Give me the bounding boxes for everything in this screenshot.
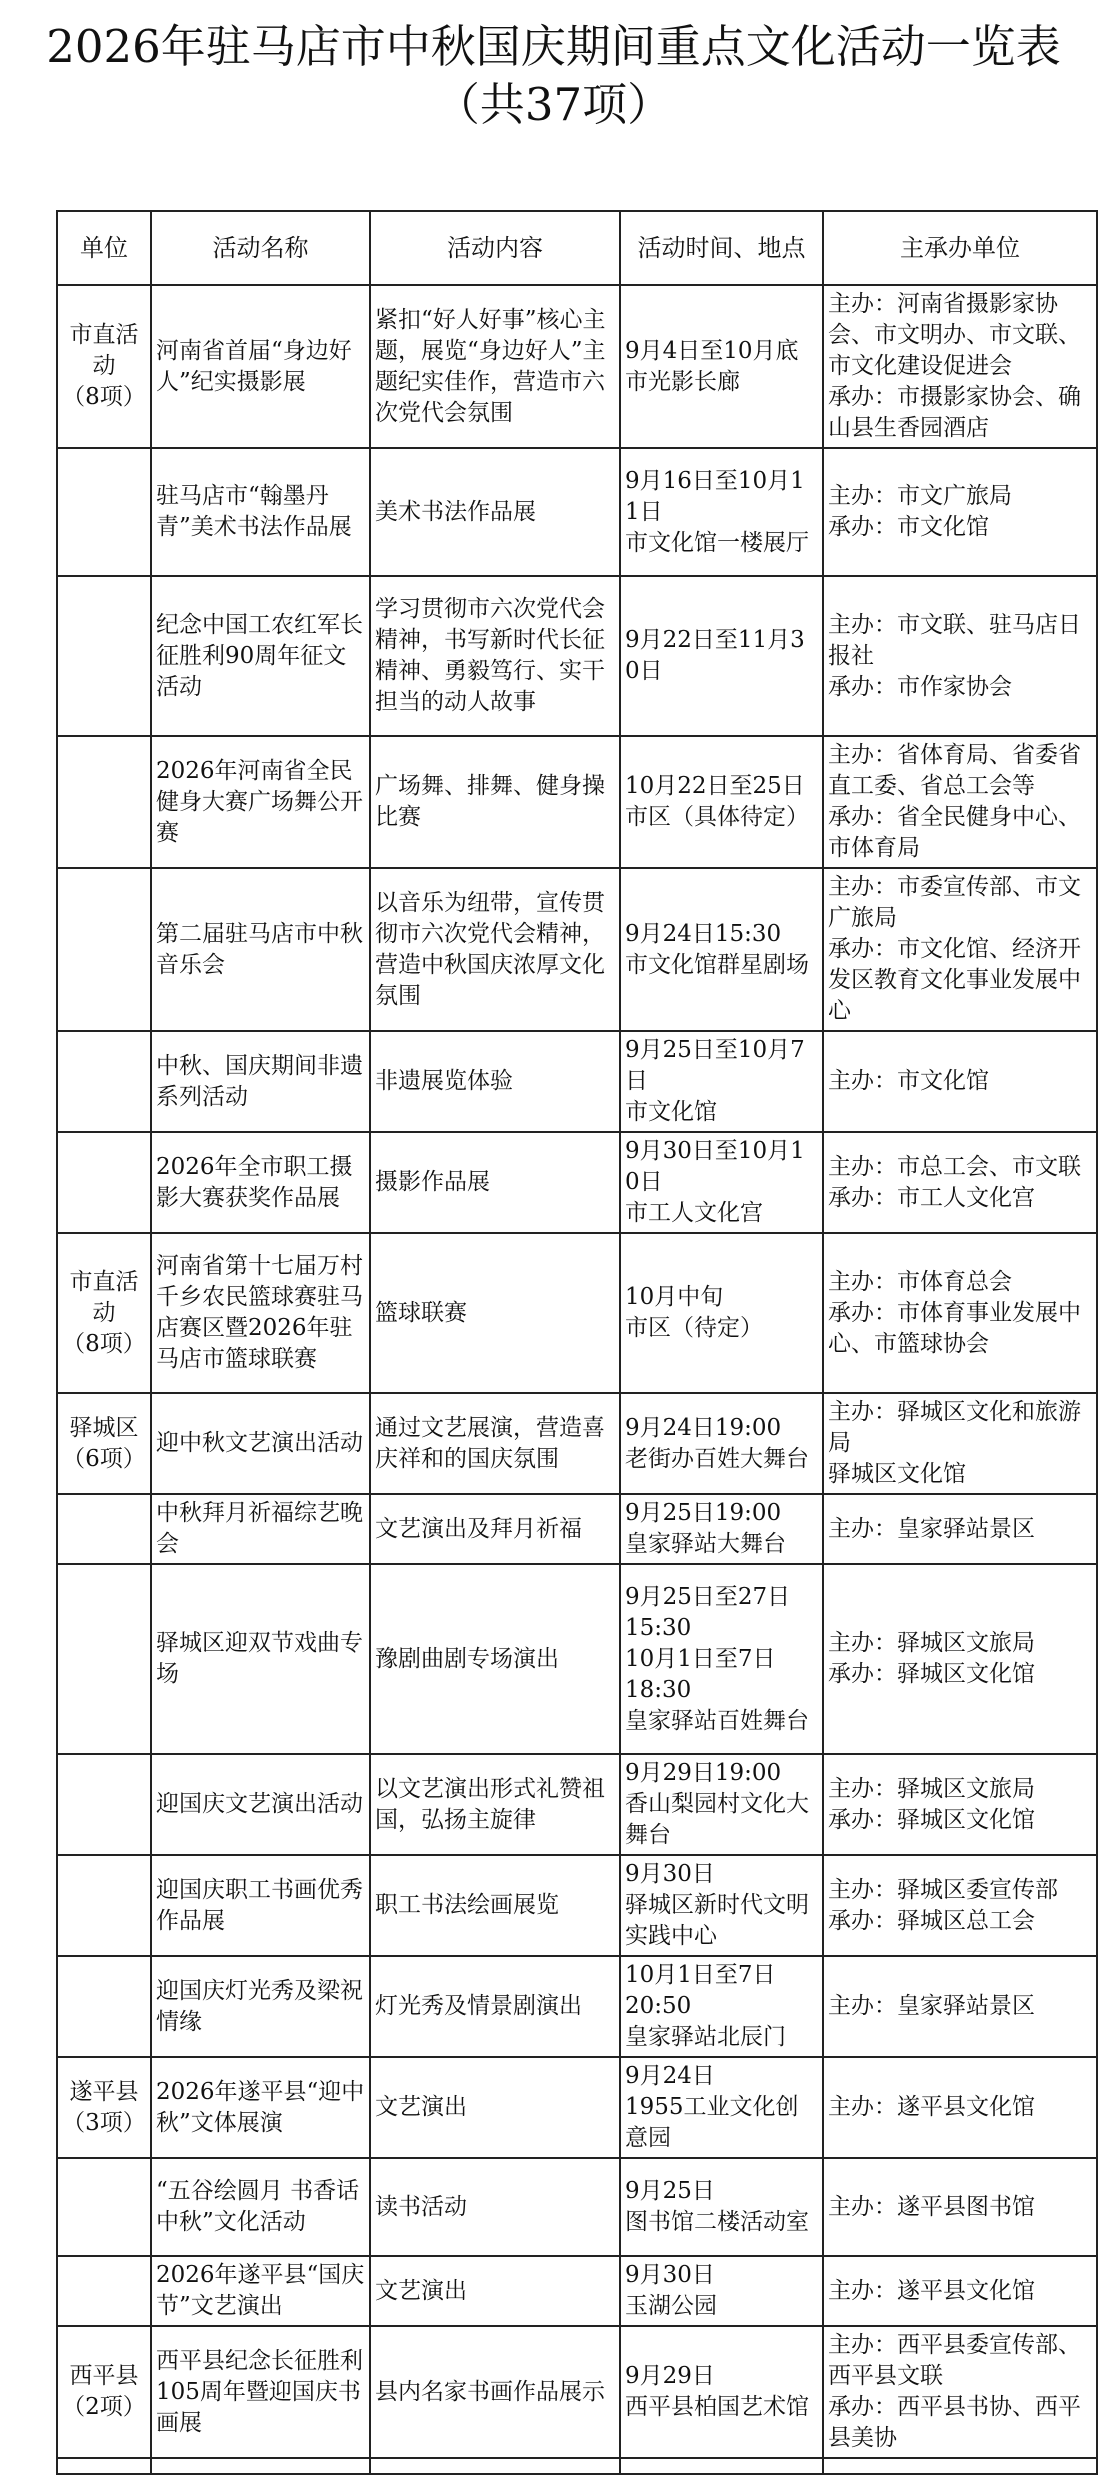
organizer-cell — [823, 736, 1097, 868]
organizer-cell — [823, 1233, 1097, 1393]
time-place-line: 10月1日至7日 — [625, 1645, 776, 1672]
organizer-line: 承办：省全民健身中心、市体育局 — [828, 804, 1081, 861]
organizer-line: 承办：市体育事业发展中心、市篮球协会 — [828, 1299, 1081, 1357]
table-row — [57, 2256, 1097, 2326]
activity-name-cell: 迎国庆职工书画优秀作品展 — [151, 1855, 370, 1956]
page-title — [0, 18, 1107, 134]
table-row — [57, 2057, 1097, 2158]
time-place-cell — [620, 736, 823, 868]
header-time-place: 活动时间、地点 — [620, 211, 823, 285]
unit-cell — [57, 2158, 151, 2256]
organizer-cell — [823, 1855, 1097, 1956]
time-place-cell — [620, 2326, 823, 2458]
organizer-line: 主办：市文广旅局 — [828, 483, 1012, 509]
unit-cell — [57, 2326, 151, 2458]
time-place-cell — [620, 1564, 823, 1754]
unit-label: （3项） — [62, 2109, 146, 2136]
time-place-line: 皇家驿站大舞台 — [625, 1531, 786, 1557]
time-place-line: 9月30日 — [625, 2262, 715, 2288]
organizer-cell — [823, 2158, 1097, 2256]
organizer-cell — [823, 2256, 1097, 2326]
unit-cell — [57, 448, 151, 576]
unit-label: 动 — [92, 353, 116, 379]
organizer-cell — [823, 1393, 1097, 1494]
time-place-line: 老街办百姓大舞台 — [625, 1445, 809, 1472]
unit-cell — [57, 1855, 151, 1956]
unit-cell — [57, 285, 151, 448]
time-place-cell — [620, 1132, 823, 1233]
table-row — [57, 285, 1097, 448]
organizer-line: 主办：市总工会、市文联 — [828, 1153, 1081, 1180]
time-place-line: 10月22日至25日 — [625, 773, 805, 799]
activity-name-cell: 河南省第十七届万村千乡农民篮球赛驻马店赛区暨2026年驻马店市篮球联赛 — [151, 1233, 370, 1393]
time-place-line: 香山梨园村文化大舞台 — [625, 1791, 809, 1848]
organizer-cell — [823, 1956, 1097, 2057]
activity-name-cell: 2026年遂平县“国庆节”文艺演出 — [151, 2256, 370, 2326]
partial-cell — [823, 2458, 1097, 2474]
table-row — [57, 1233, 1097, 1393]
organizer-cell — [823, 1564, 1097, 1754]
organizer-cell — [823, 2057, 1097, 2158]
organizer-line: 主办：遂平县文化馆 — [828, 2094, 1035, 2120]
unit-cell — [57, 868, 151, 1031]
unit-label: （2项） — [62, 2394, 146, 2420]
time-place-line: 皇家驿站北辰门 — [625, 2024, 786, 2050]
organizer-line: 主办：驿城区文旅局 — [828, 1630, 1035, 1656]
organizer-line: 主办：省体育局、省委省直工委、省总工会等 — [828, 742, 1081, 799]
activity-name-cell: 西平县纪念长征胜利105周年暨迎国庆书画展 — [151, 2326, 370, 2458]
time-place-cell — [620, 1855, 823, 1956]
organizer-cell — [823, 448, 1097, 576]
table-row — [57, 1855, 1097, 1956]
partial-cell — [620, 2458, 823, 2474]
organizer-line: 主办：遂平县图书馆 — [828, 2193, 1035, 2220]
organizer-line: 承办：市摄影家协会、确山县生香园酒店 — [828, 384, 1081, 441]
activity-name-cell: 纪念中国工农红军长征胜利90周年征文活动 — [151, 576, 370, 736]
time-place-line: 9月30日至10月10日 — [625, 1138, 805, 1195]
time-place-line: 西平县柏国艺术馆 — [625, 2394, 809, 2420]
partial-cell — [57, 2458, 151, 2474]
activity-content-cell: 读书活动 — [370, 2158, 620, 2256]
activity-content-cell: 文艺演出及拜月祈福 — [370, 1494, 620, 1564]
activity-content-cell: 文艺演出 — [370, 2256, 620, 2326]
activity-name-cell: 驿城区迎双节戏曲专场 — [151, 1564, 370, 1754]
time-place-line: 9月24日 — [625, 2063, 715, 2089]
partial-table-row — [57, 2458, 1097, 2474]
time-place-line: 9月29日19:00 — [625, 1760, 782, 1786]
time-place-line: 15:30 — [625, 1614, 692, 1641]
table-row — [57, 736, 1097, 868]
table-row — [57, 448, 1097, 576]
organizer-line: 承办：西平县书协、西平县美协 — [828, 2394, 1081, 2451]
activity-name-cell: 2026年遂平县“迎中秋”文体展演 — [151, 2057, 370, 2158]
organizer-line: 承办：市作家协会 — [828, 673, 1012, 700]
header-activity-name: 活动名称 — [151, 211, 370, 285]
organizer-line: 主办：驿城区委宣传部 — [828, 1876, 1058, 1903]
organizer-line: 承办：驿城区文化馆 — [828, 1661, 1035, 1687]
table-row — [57, 1132, 1097, 1233]
organizer-line: 主办：驿城区文旅局 — [828, 1775, 1035, 1802]
time-place-line: 9月16日至10月11日 — [625, 467, 805, 525]
time-place-line: 9月22日至11月30日 — [625, 627, 805, 684]
organizer-line: 主办：市体育总会 — [828, 1268, 1012, 1295]
time-place-line: 9月25日19:00 — [625, 1500, 782, 1526]
activity-content-cell: 学习贯彻市六次党代会精神，书写新时代长征精神、勇毅笃行、实干担当的动人故事 — [370, 576, 620, 736]
time-place-line: 市工人文化宫 — [625, 1200, 763, 1226]
activity-content-cell: 县内名家书画作品展示 — [370, 2326, 620, 2458]
organizer-cell — [823, 285, 1097, 448]
time-place-line: 9月25日至10月7日 — [625, 1037, 805, 1094]
time-place-cell — [620, 1754, 823, 1855]
activity-content-cell: 文艺演出 — [370, 2057, 620, 2158]
unit-cell — [57, 1564, 151, 1754]
time-place-line: 9月25日 — [625, 2178, 715, 2204]
unit-cell — [57, 2057, 151, 2158]
partial-cell — [151, 2458, 370, 2474]
activity-name-cell: 驻马店市“翰墨丹青”美术书法作品展 — [151, 448, 370, 576]
time-place-cell — [620, 1031, 823, 1132]
time-place-line: 市光影长廊 — [625, 368, 740, 395]
time-place-line: 驿城区新时代文明实践中心 — [625, 1892, 809, 1949]
time-place-cell — [620, 2057, 823, 2158]
table-row — [57, 2158, 1097, 2256]
organizer-line: 驿城区文化馆 — [828, 1461, 966, 1487]
organizer-line: 主办：河南省摄影家协会、市文明办、市文联、市文化建设促进会 — [828, 291, 1081, 379]
time-place-cell — [620, 576, 823, 736]
activity-content-cell: 非遗展览体验 — [370, 1031, 620, 1132]
unit-label: 市直活 — [69, 322, 139, 348]
time-place-line: 皇家驿站百姓舞台 — [625, 1707, 809, 1734]
time-place-line: 9月29日 — [625, 2363, 715, 2389]
unit-cell — [57, 576, 151, 736]
header-unit: 单位 — [57, 211, 151, 285]
organizer-cell — [823, 576, 1097, 736]
time-place-line: 9月24日19:00 — [625, 1414, 782, 1441]
activity-name-cell: 第二届驻马店市中秋音乐会 — [151, 868, 370, 1031]
activity-content-cell: 通过文艺展演，营造喜庆祥和的国庆氛围 — [370, 1393, 620, 1494]
time-place-line: 市文化馆群星剧场 — [625, 951, 809, 978]
unit-cell — [57, 1754, 151, 1855]
unit-cell — [57, 736, 151, 868]
time-place-cell — [620, 1233, 823, 1393]
time-place-line: 市区（待定） — [625, 1315, 763, 1341]
unit-cell — [57, 1393, 151, 1494]
time-place-line: 9月4日至10月底 — [625, 337, 799, 364]
unit-label: （8项） — [62, 384, 146, 410]
unit-label: （8项） — [62, 1330, 146, 1357]
time-place-line: 9月25日至27日 — [625, 1583, 791, 1610]
activity-content-cell: 灯光秀及情景剧演出 — [370, 1956, 620, 2057]
time-place-line: 玉湖公园 — [625, 2293, 717, 2319]
time-place-line: 9月30日 — [625, 1861, 715, 1887]
unit-cell — [57, 1956, 151, 2057]
unit-label: （6项） — [62, 1445, 146, 1472]
organizer-line: 主办：西平县委宣传部、西平县文联 — [828, 2332, 1081, 2389]
activity-name-cell: 中秋拜月祈福综艺晚会 — [151, 1494, 370, 1564]
activity-content-cell: 广场舞、排舞、健身操比赛 — [370, 736, 620, 868]
organizer-line: 主办：市文联、驻马店日报社 — [828, 611, 1081, 669]
unit-label: 驿城区 — [69, 1414, 139, 1441]
time-place-line: 1955工业文化创意园 — [625, 2094, 799, 2151]
unit-label: 遂平县 — [69, 2078, 139, 2105]
unit-cell — [57, 2256, 151, 2326]
table-row — [57, 868, 1097, 1031]
organizer-cell — [823, 1031, 1097, 1132]
activity-name-cell: “五谷绘圆月 书香话中秋”文化活动 — [151, 2158, 370, 2256]
time-place-cell — [620, 2158, 823, 2256]
activity-name-cell: 2026年全市职工摄影大赛获奖作品展 — [151, 1132, 370, 1233]
time-place-line: 市文化馆 — [625, 1099, 717, 1125]
activity-content-cell: 篮球联赛 — [370, 1233, 620, 1393]
organizer-cell — [823, 1754, 1097, 1855]
partial-cell — [370, 2458, 620, 2474]
organizer-line: 承办：市文化馆、经济开发区教育文化事业发展中心 — [828, 936, 1081, 1024]
unit-cell — [57, 1494, 151, 1564]
time-place-cell — [620, 1494, 823, 1564]
time-place-line: 10月1日至7日 — [625, 1962, 776, 1988]
activity-name-cell: 中秋、国庆期间非遗系列活动 — [151, 1031, 370, 1132]
time-place-cell — [620, 1393, 823, 1494]
time-place-line: 市文化馆一楼展厅 — [625, 529, 809, 556]
time-place-line: 市区（具体待定） — [625, 804, 809, 830]
unit-cell — [57, 1031, 151, 1132]
table-row — [57, 2326, 1097, 2458]
organizer-cell — [823, 868, 1097, 1031]
unit-label: 动 — [92, 1299, 116, 1326]
unit-label: 西平县 — [69, 2363, 139, 2389]
unit-label: 市直活 — [69, 1268, 139, 1295]
activity-content-cell: 紧扣“好人好事”核心主题，展览“身边好人”主题纪实佳作，营造市六次党代会氛围 — [370, 285, 620, 448]
time-place-line: 18:30 — [625, 1676, 692, 1703]
organizer-line: 主办：皇家驿站景区 — [828, 1515, 1035, 1542]
organizer-line: 主办：市文化馆 — [828, 1068, 989, 1094]
activity-name-cell: 迎中秋文艺演出活动 — [151, 1393, 370, 1494]
time-place-cell — [620, 868, 823, 1031]
time-place-cell — [620, 2256, 823, 2326]
time-place-line: 9月24日15:30 — [625, 920, 782, 947]
time-place-cell — [620, 448, 823, 576]
header-activity-content: 活动内容 — [370, 211, 620, 285]
organizer-line: 承办：市工人文化宫 — [828, 1184, 1035, 1211]
activity-content-cell: 职工书法绘画展览 — [370, 1855, 620, 1956]
activity-content-cell: 豫剧曲剧专场演出 — [370, 1564, 620, 1754]
table-body — [57, 285, 1097, 2474]
table-row — [57, 1031, 1097, 1132]
organizer-cell — [823, 1494, 1097, 1564]
organizer-line: 主办：遂平县文化馆 — [828, 2277, 1035, 2304]
time-place-cell — [620, 285, 823, 448]
organizer-cell — [823, 2326, 1097, 2458]
activity-table — [56, 210, 1098, 2475]
header-organizer: 主承办单位 — [823, 211, 1097, 285]
title-line-2: （共37项） — [434, 78, 673, 131]
organizer-line: 承办：市文化馆 — [828, 514, 989, 540]
table-row — [57, 1494, 1097, 1564]
table-row — [57, 1564, 1097, 1754]
activity-content-cell: 美术书法作品展 — [370, 448, 620, 576]
activity-content-cell: 摄影作品展 — [370, 1132, 620, 1233]
header-row — [57, 211, 1097, 285]
table-row — [57, 1956, 1097, 2057]
activity-content-cell: 以文艺演出形式礼赞祖国，弘扬主旋律 — [370, 1754, 620, 1855]
organizer-line: 主办：市委宣传部、市文广旅局 — [828, 874, 1081, 931]
organizer-line: 主办：驿城区文化和旅游局 — [828, 1399, 1081, 1456]
table-row — [57, 1393, 1097, 1494]
table-row — [57, 1754, 1097, 1855]
time-place-cell — [620, 1956, 823, 2057]
title-line-1: 2026年驻马店市中秋国庆期间重点文化活动一览表 — [46, 20, 1061, 73]
time-place-line: 图书馆二楼活动室 — [625, 2209, 809, 2235]
organizer-cell — [823, 1132, 1097, 1233]
time-place-line: 10月中旬 — [625, 1284, 724, 1310]
time-place-line: 20:50 — [625, 1993, 692, 2019]
unit-cell — [57, 1132, 151, 1233]
organizer-line: 承办：驿城区总工会 — [828, 1907, 1035, 1934]
unit-cell — [57, 1233, 151, 1393]
activity-content-cell: 以音乐为纽带，宣传贯彻市六次党代会精神，营造中秋国庆浓厚文化氛围 — [370, 868, 620, 1031]
organizer-line: 主办：皇家驿站景区 — [828, 1993, 1035, 2019]
activity-name-cell: 迎国庆文艺演出活动 — [151, 1754, 370, 1855]
activity-name-cell: 河南省首届“身边好人”纪实摄影展 — [151, 285, 370, 448]
activity-name-cell: 2026年河南省全民健身大赛广场舞公开赛 — [151, 736, 370, 868]
organizer-line: 承办：驿城区文化馆 — [828, 1806, 1035, 1833]
activity-name-cell: 迎国庆灯光秀及梁祝情缘 — [151, 1956, 370, 2057]
table-row — [57, 576, 1097, 736]
